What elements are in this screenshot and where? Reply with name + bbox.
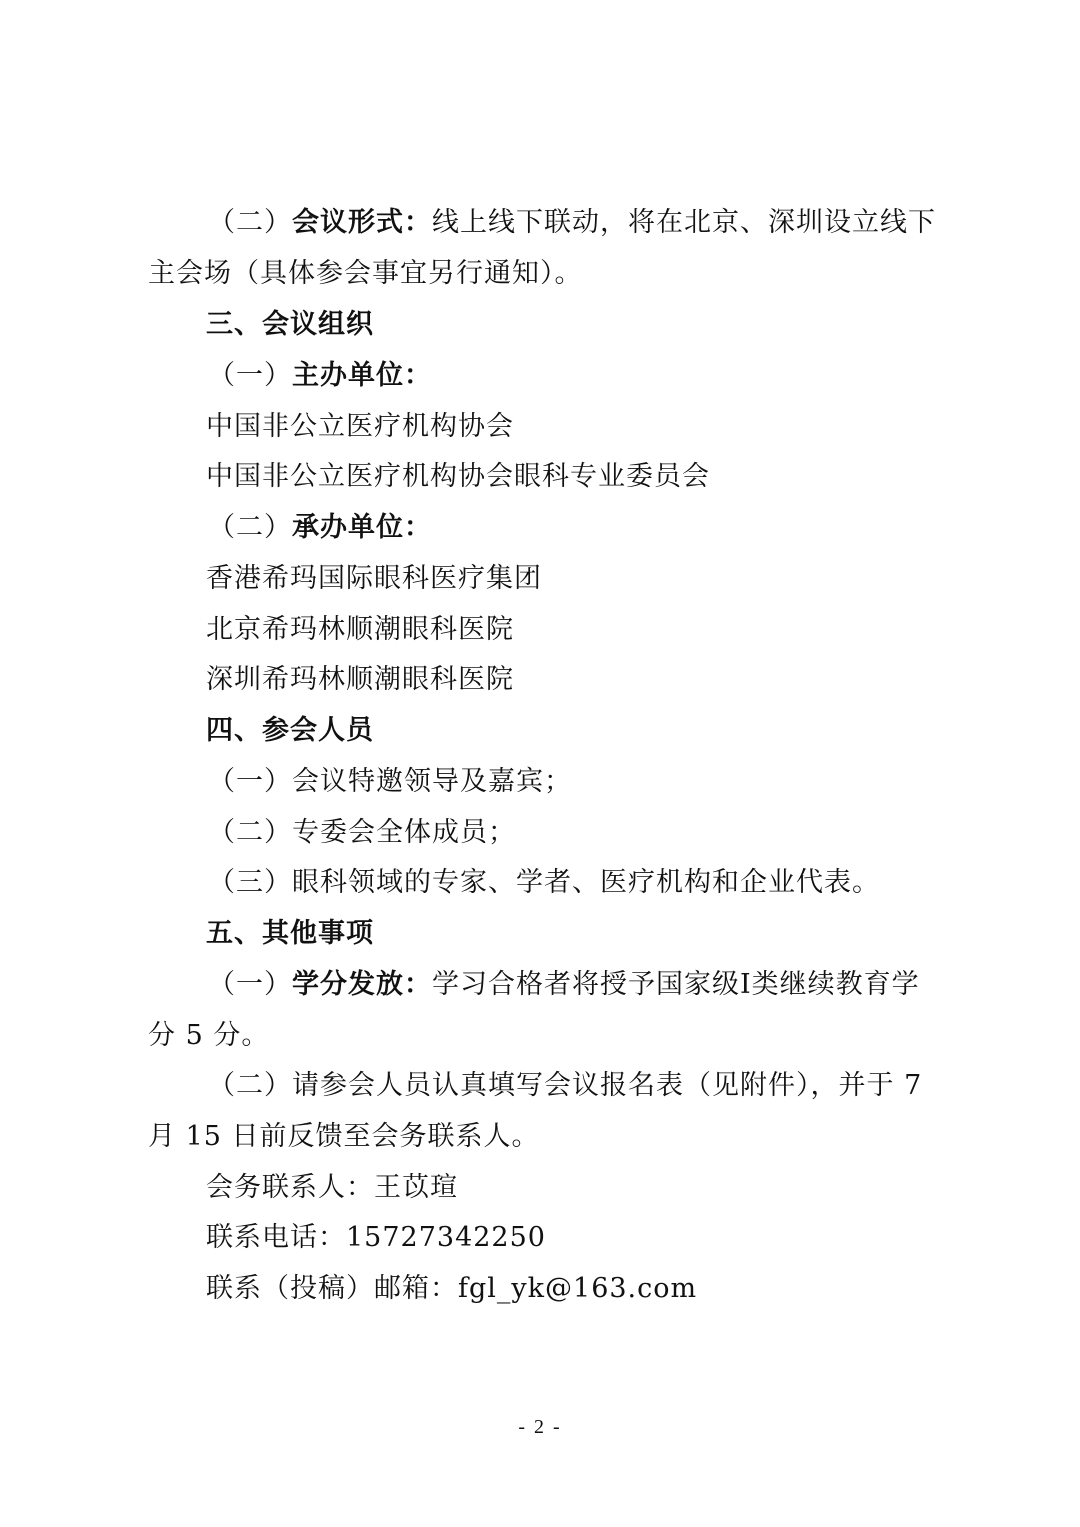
attendee-item-2: （二）专委会全体成员； — [208, 817, 516, 848]
contact-person: 会务联系人：王苡瑄 — [206, 1172, 458, 1203]
meeting-format-prefix: （二） — [208, 207, 292, 238]
host-unit-line — [208, 358, 432, 394]
contact-email: 联系（投稿）邮箱：fgl_yk@163.com — [206, 1273, 698, 1304]
page-number: - 2 - — [518, 1416, 562, 1438]
meeting-format-text-2: 主会场（具体参会事宜另行通知）。 — [148, 258, 583, 289]
credit-line-2: 分 5 分。 — [148, 1020, 270, 1051]
organizer-item-3: 深圳希玛林顺潮眼科医院 — [206, 664, 514, 695]
host-unit-prefix: （一） — [208, 360, 292, 391]
meeting-format-line-1 — [208, 205, 936, 241]
organizer-unit-label: 承办单位： — [292, 512, 432, 543]
meeting-format-label: 会议形式： — [292, 207, 432, 238]
organizer-unit-prefix: （二） — [208, 512, 292, 543]
section-heading-other: 五、其他事项 — [206, 918, 374, 949]
meeting-format-text-1: 线上线下联动，将在北京、深圳设立线下 — [432, 207, 936, 238]
host-unit-label: 主办单位： — [292, 360, 432, 391]
credit-label: 学分发放： — [292, 969, 432, 1000]
section-heading-organization: 三、会议组织 — [206, 309, 374, 340]
host-item-2: 中国非公立医疗机构协会眼科专业委员会 — [206, 461, 710, 492]
credit-prefix: （一） — [208, 969, 292, 1000]
credit-line-1 — [208, 967, 920, 1003]
attendee-item-1: （一）会议特邀领导及嘉宾； — [208, 766, 572, 797]
credit-text-1: 学习合格者将授予国家级Ⅰ类继续教育学 — [432, 969, 920, 1000]
organizer-item-2: 北京希玛林顺潮眼科医院 — [206, 614, 514, 645]
signup-line-2: 月 15 日前反馈至会务联系人。 — [148, 1121, 540, 1152]
organizer-item-1: 香港希玛国际眼科医疗集团 — [206, 563, 542, 594]
section-heading-attendees: 四、参会人员 — [206, 715, 374, 746]
host-item-1: 中国非公立医疗机构协会 — [206, 411, 514, 442]
meeting-format-line-2 — [148, 256, 583, 292]
signup-line-1: （二）请参会人员认真填写会议报名表（见附件），并于 7 — [208, 1070, 923, 1101]
contact-phone: 联系电话：15727342250 — [206, 1222, 546, 1253]
attendee-item-3: （三）眼科领域的专家、学者、医疗机构和企业代表。 — [208, 867, 880, 898]
organizer-unit-line — [208, 510, 432, 546]
